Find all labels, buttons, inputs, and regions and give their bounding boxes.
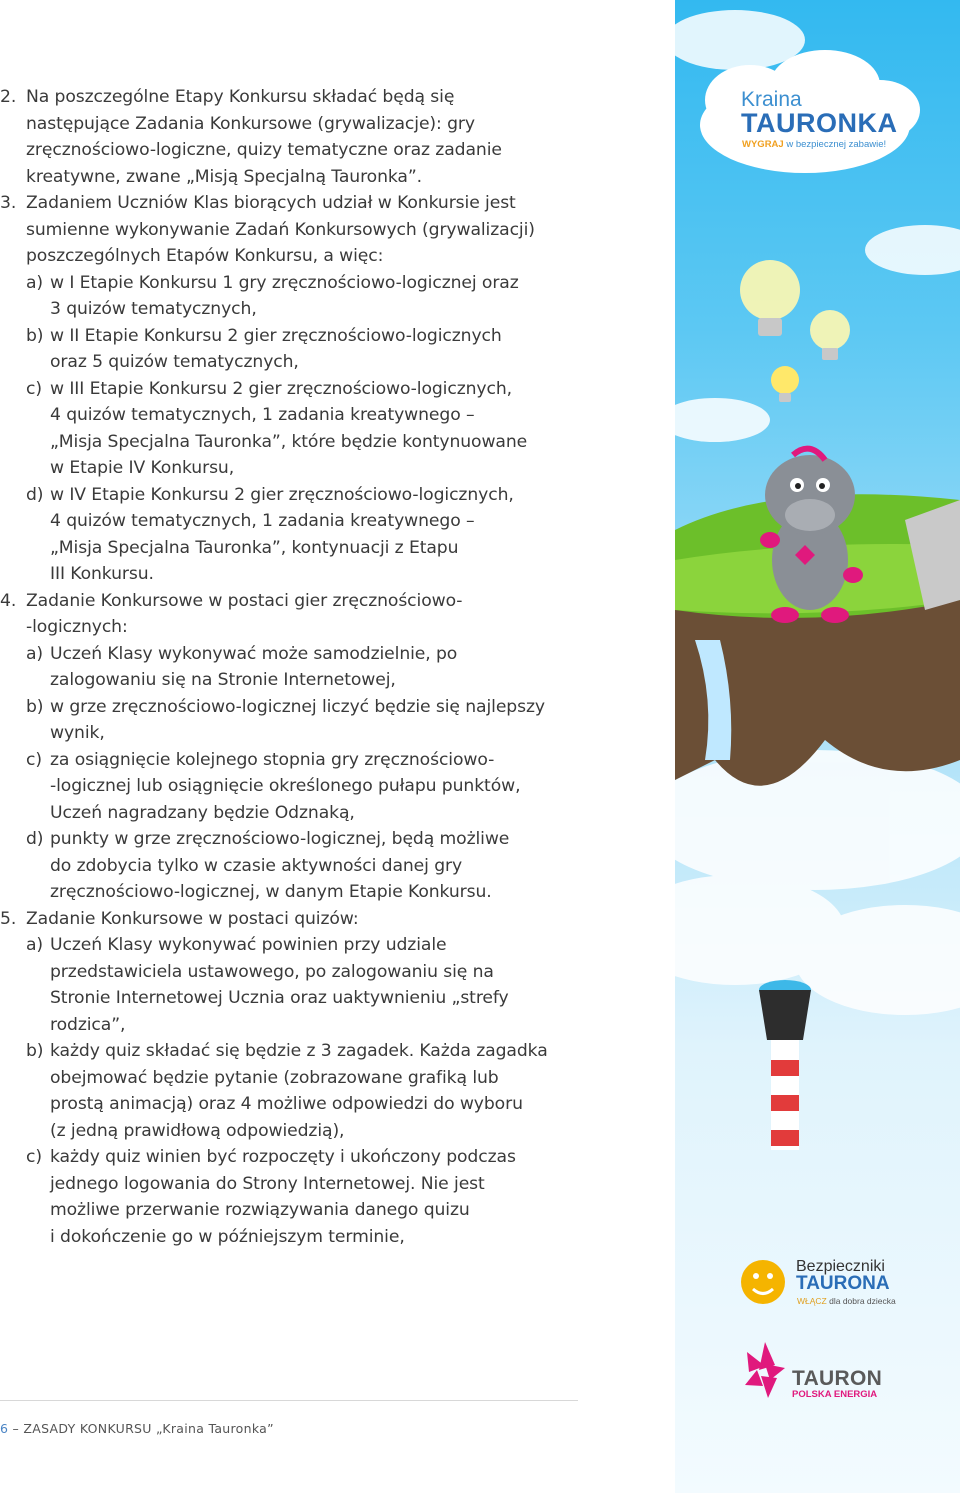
sub-list-item-text-line: przedstawiciela ustawowego, po zalogowaniu się na <box>50 961 494 982</box>
list-item-text-line: Zadaniem Uczniów Klas biorących udział w Konkursie jest <box>26 193 516 213</box>
sub-list-item <box>0 1144 660 1250</box>
sub-list-item-text-line: (z jedną prawidłową odpowiedzią), <box>50 1120 345 1141</box>
sub-list-item <box>0 270 660 323</box>
sub-list-item-text-line: -logicznej lub osiągnięcie określonego pułapu punktów, <box>50 776 521 796</box>
sub-list-item-text-line: w IV Etapie Konkursu 2 gier zręcznościowo-logicznych, <box>50 484 514 505</box>
sub-list-item-text-line: Stronie Internetowej Ucznia oraz uaktywnieniu „strefy <box>50 988 509 1008</box>
sub-list-item-text-line: w grze zręcznościowo-logicznej liczyć będzie się najlepszy <box>50 696 545 717</box>
bezpieczniki-logo-icon <box>741 1260 785 1304</box>
sub-list-item-letter: a) <box>26 935 44 955</box>
brand-title-line2: TAURONKA <box>741 108 898 138</box>
sub-list-item-text-line: Uczeń Klasy wykonywać powinien przy udziale <box>50 935 447 955</box>
sub-list-item-letter: b) <box>26 325 44 346</box>
sub-list-item-text-line: Uczeń Klasy wykonywać może samodzielnie, po <box>50 643 458 664</box>
list-item <box>0 190 660 270</box>
sub-list-item-text-line: „Misja Specjalna Tauronka”, kontynuacji z Etapu <box>50 537 459 558</box>
sub-list-item-text-line: „Misja Specjalna Tauronka”, które będzie kontynuowane <box>50 431 528 452</box>
list-item-text-line: Na poszczególne Etapy Konkursu składać będą się <box>26 87 455 107</box>
footer-label: – ZASADY KONKURSU „Kraina Tauronka” <box>12 1421 274 1436</box>
list-item-text-line: kreatywne, zwane „Misją Specjalną Tauronka”. <box>26 166 423 187</box>
sub-list-item-text-line: możliwe przerwanie rozwiązywania danego quizu <box>50 1200 470 1220</box>
sub-list-item-letter: c) <box>26 749 42 770</box>
sub-list-item <box>0 747 660 827</box>
list-item-text-line: poszczególnych Etapów Konkursu, a więc: <box>26 246 384 266</box>
sub-list-item-text-line: zręcznościowo-logicznej, w danym Etapie Konkursu. <box>50 882 492 902</box>
sub-list-item-text-line: każdy quiz winien być rozpoczęty i ukończony podczas <box>50 1147 516 1167</box>
list-item <box>0 588 660 641</box>
sub-list-item <box>0 1038 660 1144</box>
list-item-text-line: Zadanie Konkursowe w postaci gier zręcznościowo- <box>26 590 463 611</box>
page-footer <box>0 1421 274 1436</box>
sub-list-item-letter: a) <box>26 272 44 293</box>
sub-list-item-text-line: w II Etapie Konkursu 2 gier zręcznościowo-logicznych <box>50 325 502 346</box>
sub-list-item-text-line: obejmować będzie pytanie (zobrazowane grafiką lub <box>50 1067 499 1088</box>
list-item-text-line: -logicznych: <box>26 617 128 637</box>
sub-list-item-text-line: prostą animacją) oraz 4 możliwe odpowiedzi do wyboru <box>50 1094 523 1114</box>
lightbulb-icon <box>740 260 850 402</box>
sub-list-item-text-line: za osiągnięcie kolejnego stopnia gry zręcznościowo- <box>50 749 495 770</box>
sub-list-item-text-line: w I Etapie Konkursu 1 gry zręcznościowo-logicznej oraz <box>50 272 519 293</box>
tauron-logo-subtitle: POLSKA ENERGIA <box>792 1389 878 1400</box>
sub-list-item-text-line: w III Etapie Konkursu 2 gier zręcznościowo-logicznych, <box>50 378 513 399</box>
sub-list-item-letter: d) <box>26 829 44 849</box>
brand-title-line1: Kraina <box>741 88 802 111</box>
sub-list-item-text-line: rodzica”, <box>50 1014 126 1035</box>
sub-list-item <box>0 826 660 906</box>
sub-list-item <box>0 376 660 482</box>
sub-list-item-text-line: 3 quizów tematycznych, <box>50 299 257 319</box>
sub-list-item-text-line: zalogowaniu się na Stronie Internetowej, <box>50 670 396 690</box>
brand-tagline <box>742 139 886 150</box>
sub-list-item <box>0 323 660 376</box>
list-item-number: 2. <box>0 87 17 107</box>
sub-list-item-text-line: III Konkursu. <box>50 564 154 584</box>
sub-list-item-text-line: 4 quizów tematycznych, 1 zadania kreatywnego – <box>50 511 475 531</box>
document-body <box>0 84 660 1250</box>
sub-list-item-letter: c) <box>26 1147 42 1167</box>
list-item-number: 3. <box>0 193 17 213</box>
brand-tagline-rest: w bezpiecznej zabawie! <box>783 139 887 150</box>
list-item <box>0 84 660 190</box>
sub-list-item-text-line: w Etapie IV Konkursu, <box>50 458 235 478</box>
sub-list-item-letter: b) <box>26 1041 44 1061</box>
sub-list-item-text-line: punkty w grze zręcznościowo-logicznej, będą możliwe <box>50 829 510 849</box>
sub-list-item-text-line: do zdobycia tylko w czasie aktywności danej gry <box>50 855 463 876</box>
list-item-text-line: następujące Zadania Konkursowe (grywalizacje): gry <box>26 113 475 134</box>
sub-list-item-letter: a) <box>26 643 44 664</box>
list-item-number: 4. <box>0 590 17 611</box>
list-item-text-line: zręcznościowo-logiczne, quizy tematyczne oraz zadanie <box>26 140 502 160</box>
sub-list-item-text-line: 4 quizów tematycznych, 1 zadania kreatywnego – <box>50 405 475 425</box>
sub-list-item <box>0 694 660 747</box>
sub-list-item-letter: c) <box>26 378 42 399</box>
sub-list-item-text-line: Uczeń nagradzany będzie Odznaką, <box>50 802 355 823</box>
brand-tagline-highlight: WYGRAJ <box>742 139 784 150</box>
sub-list-item-letter: b) <box>26 696 44 717</box>
list-item-text-line: Zadanie Konkursowe w postaci quizów: <box>26 908 359 929</box>
sub-list-item <box>0 482 660 588</box>
bezpieczniki-title-line1: Bezpieczniki <box>796 1258 885 1275</box>
tauron-logo-icon <box>745 1342 785 1398</box>
sub-list-item-text-line: każdy quiz składać się będzie z 3 zagadek. Każda zagadka <box>50 1041 548 1061</box>
list-item-text-line: sumienne wykonywanie Zadań Konkursowych (grywalizacji) <box>26 219 535 240</box>
list-item-number: 5. <box>0 908 17 929</box>
sub-list-item-text-line: oraz 5 quizów tematycznych, <box>50 352 299 372</box>
sub-list-item <box>0 641 660 694</box>
bezpieczniki-tagline-rest: dla dobra dziecka <box>826 1296 896 1306</box>
bezpieczniki-title-line2: TAURONA <box>796 1273 890 1294</box>
decorative-sidebar <box>675 0 960 1493</box>
footer-divider <box>0 1400 578 1401</box>
sub-list-item-letter: d) <box>26 484 44 505</box>
bezpieczniki-tagline <box>797 1296 896 1306</box>
sub-list-item-text-line: i dokończenie go w późniejszym terminie, <box>50 1226 405 1247</box>
list-item <box>0 906 660 933</box>
sub-list-item-text-line: wynik, <box>50 723 105 743</box>
tauron-logo-name: TAURON <box>792 1367 883 1390</box>
lighthouse <box>759 980 811 1150</box>
bezpieczniki-tagline-highlight: WŁĄCZ <box>797 1296 827 1306</box>
page-number: 6 <box>0 1421 9 1436</box>
sub-list-item <box>0 932 660 1038</box>
sub-list-item-text-line: jednego logowania do Strony Internetowej. Nie jest <box>50 1173 485 1194</box>
